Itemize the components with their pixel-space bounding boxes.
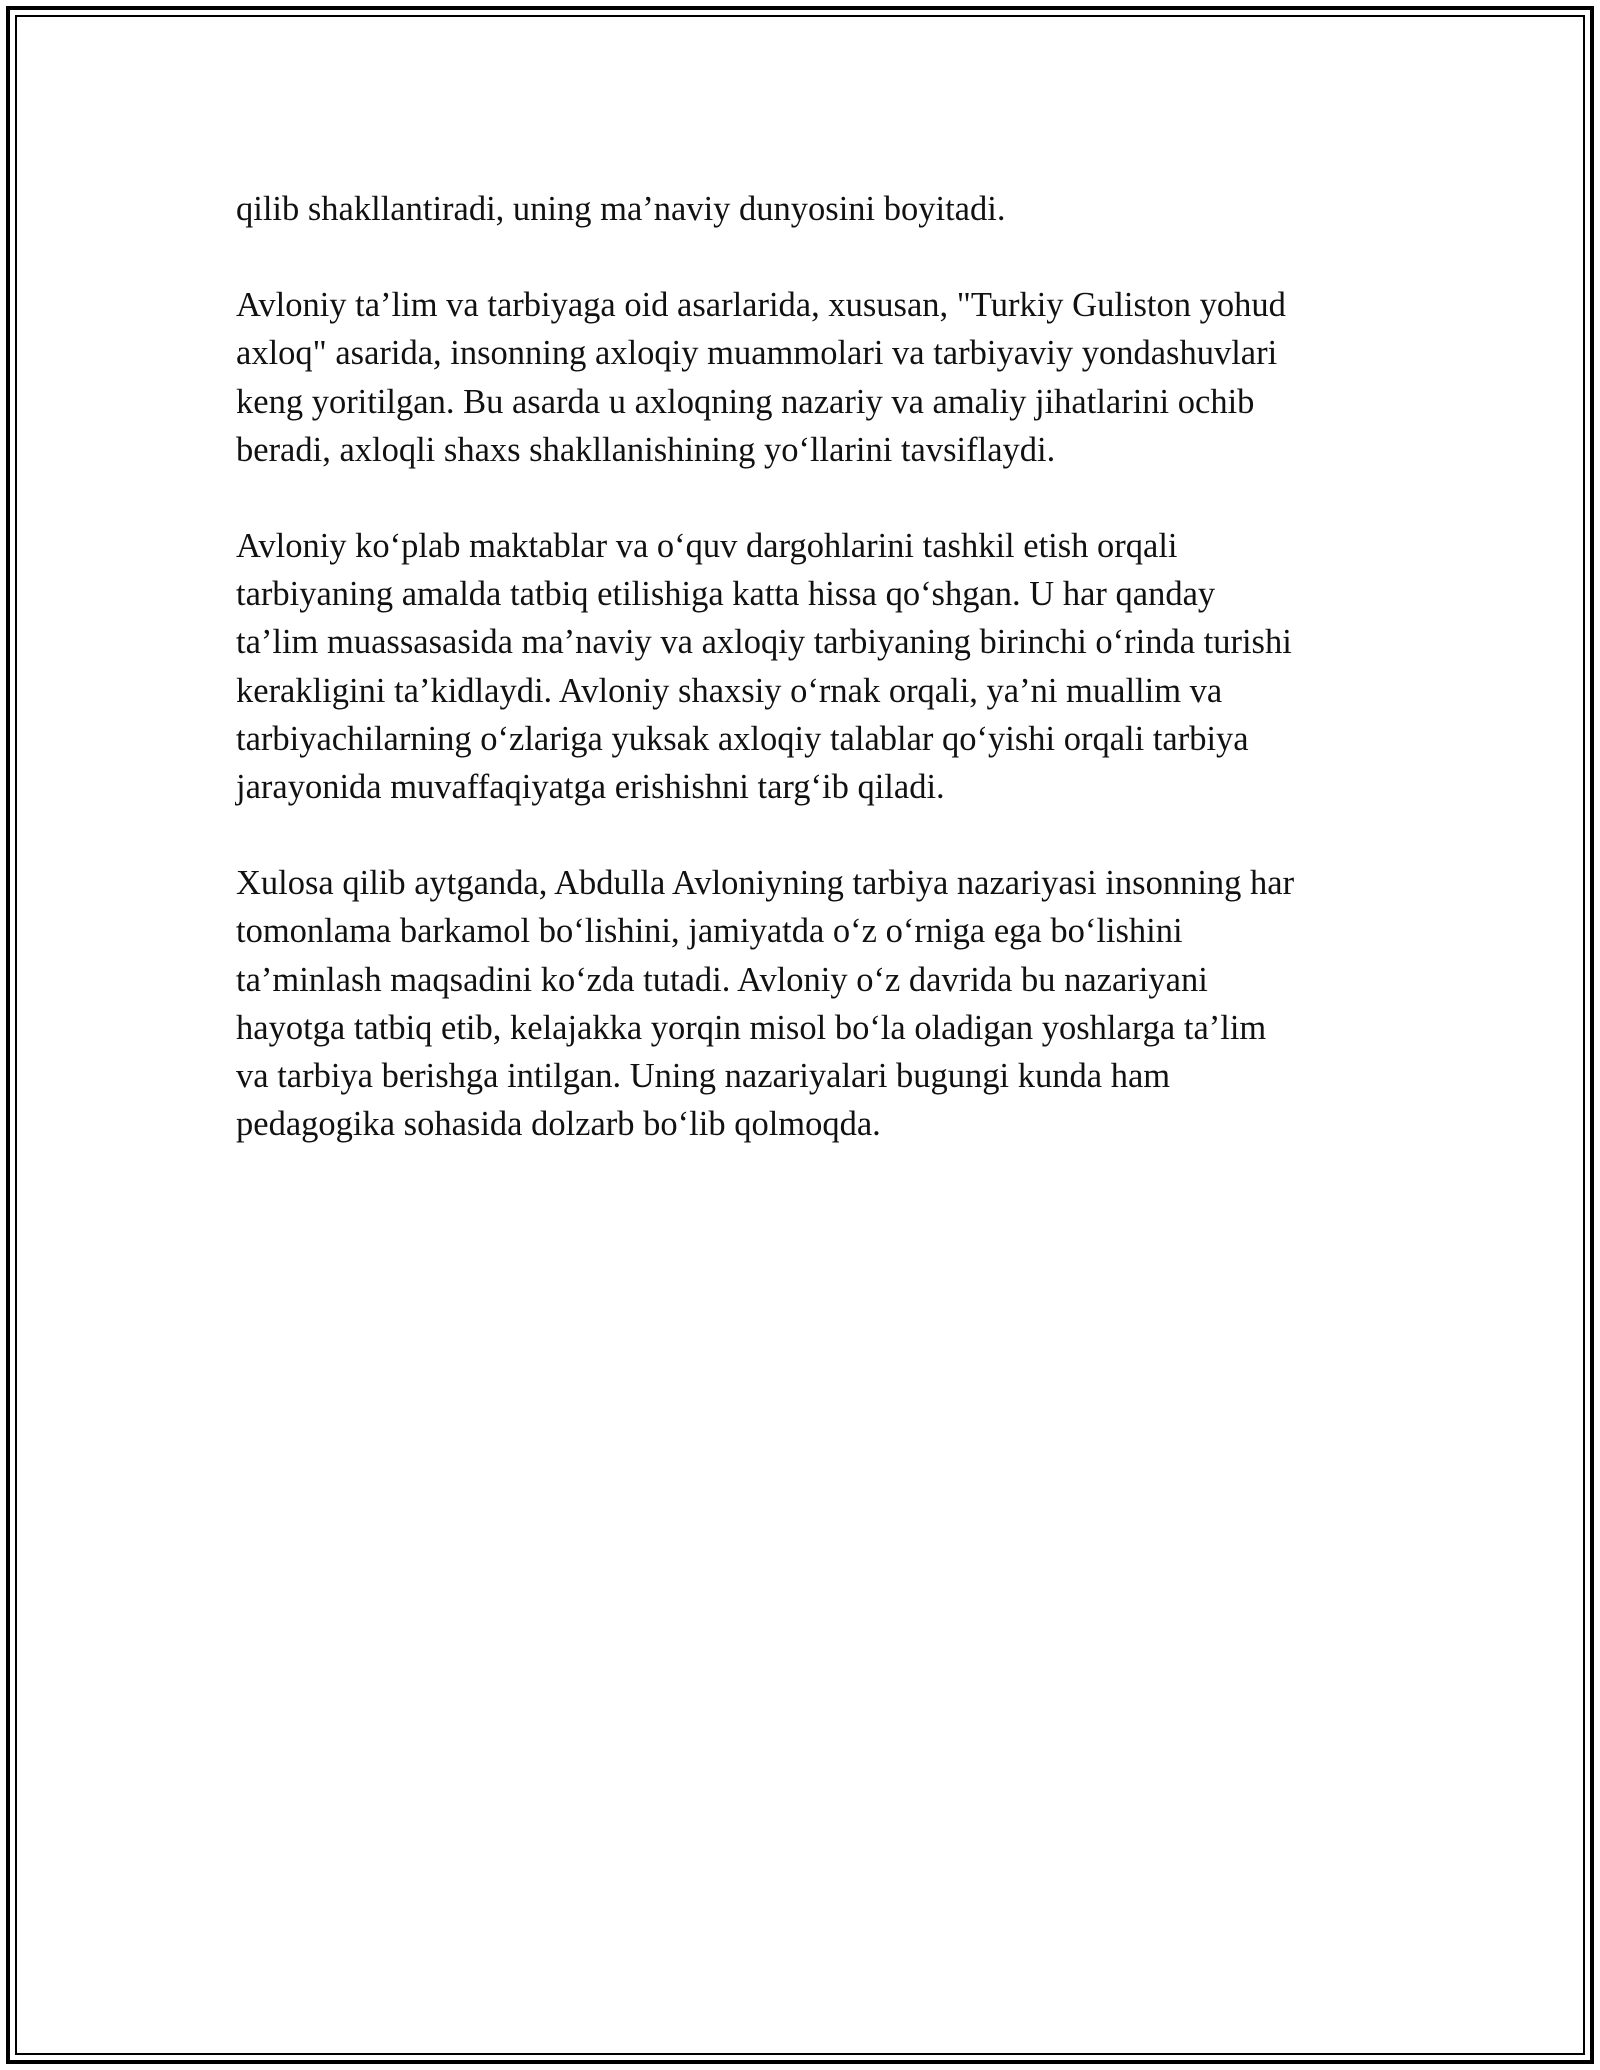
paragraph-1 [236, 185, 1376, 233]
text-line: ta’lim muassasasida ma’naviy va axloqiy tarbiyaning birinchi o‘rinda turishi [236, 623, 1292, 662]
text-line: tomonlama barkamol bo‘lishini, jamiyatda o‘z o‘rniga ega bo‘lishini [236, 912, 1183, 951]
text-line: tarbiyaning amalda tatbiq etilishiga katta hissa qo‘shgan. U har qanday [236, 575, 1216, 614]
text-line: qilib shakllantiradi, uning ma’naviy dunyosini boyitadi. [236, 190, 1006, 228]
text-line: keng yoritilgan. Bu asarda u axloqning nazariy va amaliy jihatlarini ochib [236, 382, 1255, 421]
document-body [236, 185, 1376, 1196]
text-line: ta’minlash maqsadini ko‘zda tutadi. Avloniy o‘z davrida bu nazariyani [236, 960, 1208, 999]
text-line: va tarbiya berishga intilgan. Uning nazariyalari bugungi kunda ham [236, 1057, 1171, 1096]
paragraph-2 [236, 281, 1376, 474]
text-line: tarbiyachilarning o‘zlariga yuksak axloqiy talablar qo‘yishi orqali tarbiya [236, 719, 1249, 758]
text-line: pedagogika sohasida dolzarb bo‘lib qolmoqda. [236, 1105, 881, 1144]
text-line: axloq" asarida, insonning axloqiy muammolari va tarbiyaviy yondashuvlari [236, 334, 1278, 373]
text-line: beradi, axloqli shaxs shakllanishining yo‘llarini tavsiflaydi. [236, 430, 1056, 469]
text-line: Avloniy ta’lim va tarbiyaga oid asarlarida, xususan, "Turkiy Guliston yohud [236, 286, 1286, 325]
text-line: kerakligini ta’kidlaydi. Avloniy shaxsiy o‘rnak orqali, ya’ni muallim va [236, 671, 1223, 710]
paragraph-4 [236, 859, 1376, 1148]
text-line: Xulosa qilib aytganda, Abdulla Avloniyning tarbiya nazariyasi insonning har [236, 864, 1295, 903]
text-line: Avloniy ko‘plab maktablar va o‘quv dargohlarini tashkil etish orqali [236, 527, 1178, 566]
text-line: hayotga tatbiq etib, kelajakka yorqin misol bo‘la oladigan yoshlarga ta’lim [236, 1008, 1267, 1047]
text-line: jarayonida muvaffaqiyatga erishishni targ‘ib qiladi. [236, 768, 945, 807]
paragraph-3 [236, 522, 1376, 811]
